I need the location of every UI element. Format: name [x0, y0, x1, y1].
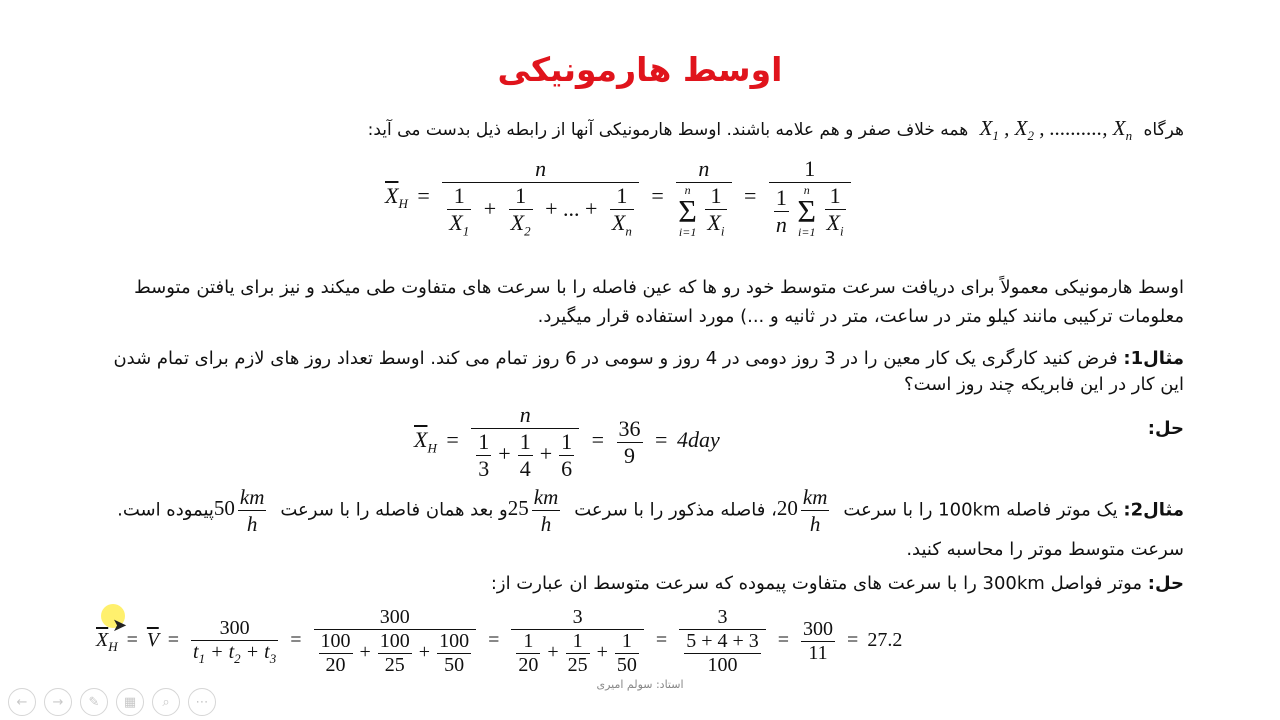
arrow-left-icon[interactable]: ← [8, 688, 36, 716]
formula-frac-2: n n Σ i=1 $\frac{1}{X_i}$ [676, 156, 731, 239]
arrow-right-icon[interactable]: → [44, 688, 72, 716]
zoom-icon[interactable]: ⌕ [152, 688, 180, 716]
presentation-toolbar [8, 688, 216, 716]
slide-title: اوسط هارمونیکی [497, 50, 783, 89]
intro-prefix: هرگاه [1143, 120, 1184, 140]
formula-frac-1: n $\frac{1}{X_1}$ + $\frac{1}{X_2}$ + ... + $\frac{1}{X_n}$ [442, 156, 639, 239]
formula-lhs: $\overline{X}$ [385, 182, 399, 208]
example-2-label: مثال2: [1123, 499, 1184, 521]
solution-2-label: حل: [1147, 573, 1184, 594]
explanation-paragraph: اوسط هارمونیکی معمولاً برای دریافت سرعت متوسط خود رو ها که عین فاصله را با سرعت های متفاوت طی میکند و نیز برای یافتن متوسط معلومات ترکیبی مانند کیلو متر در ساعت، متر در ثانیه و ...) مورد استفاده قرار میگیرد. [134, 277, 1184, 327]
example-1-result: 4day [676, 427, 720, 453]
mouse-pointer-icon: ➤ [112, 615, 128, 636]
example-1-solution-label: حل: [1147, 418, 1184, 439]
solution-2: حل: موتر فواصل 300km را با سرعت های متفاوت پیموده که سرعت متوسط ان عبارت از: [490, 573, 1184, 594]
example-2-result: 27.2 [867, 629, 903, 652]
intro-vars: $X_1$ , $X_2$ , .........., $X_n$ [979, 116, 1133, 144]
formula-frac-3: 1 $\frac{1}{n}$ n Σ i=1 $\frac{1}{X_i}$ [769, 156, 851, 239]
intro-suffix: همه خلاف صفر و هم علامه باشند. اوسط هارمونیکی آنها از رابطه ذیل بدست می آید: [367, 120, 969, 140]
slide-footer: استاد: سولم امیری [596, 678, 684, 691]
slides-icon[interactable]: ▦ [116, 688, 144, 716]
intro-line [368, 114, 1184, 150]
pen-icon[interactable]: ✎ [80, 688, 108, 716]
harmonic-mean-formula: $\overline{X}_H$ = n $\frac{1}{X_1}$ + $\frac{1}{X_2}$ + ... + $\frac{1}{X_n}$ = n n Σ i=1 $\frac{1}{X_i}$ = 1 $\frac{1}{n}$ n Σ i=1 $\frac{1}{X_i}$ [385, 156, 854, 239]
more-icon[interactable]: ⋯ [188, 688, 216, 716]
example-2-formula: $\overline{X}_H = \overline{V}$ = $\frac{300}{t_1 + t_2 + t_3}$ = 300 $\frac{100}{20}$ + $\frac{100}{25}$ + $\frac{100}{50}$ = 3 $\frac{1}{20}$ + $\frac{1}{25}$ + $\frac{1}{50}$ = $\frac{3}{\frac{5 + 4 + 3}{100}}$ = $\frac{300}{11}$ = 27.2 [96, 606, 903, 676]
example-1-text: فرض کنید کارگری یک کار معین را در 3 روز دومی در 4 روز و سومی در 6 روز تمام می کند. اوسط تعداد روز های لازم برای تمام شدن این کار در این فابریکه چند روز است؟ [113, 348, 1184, 395]
example-1-formula: $\overline{X}_H$ = n $\frac{1}{3}$ + $\frac{1}{4}$ + $\frac{1}{6}$ = $\frac{36}{9}$ = 4day [414, 402, 720, 481]
example-1 [104, 346, 1184, 398]
example-2: مثال2: یک موتر فاصله 100km را با سرعت 20 $\frac{km}{h}$ ، فاصله مذکور را با سرعت 25 $\frac{km}{h}$ و بعد همان فاصله را با سرعت 50 $\frac{km}{h}$ پیموده است. سرعت متوسط موتر را محاسبه کنید. [117, 485, 1184, 560]
example-1-label: مثال1: [1123, 348, 1184, 369]
